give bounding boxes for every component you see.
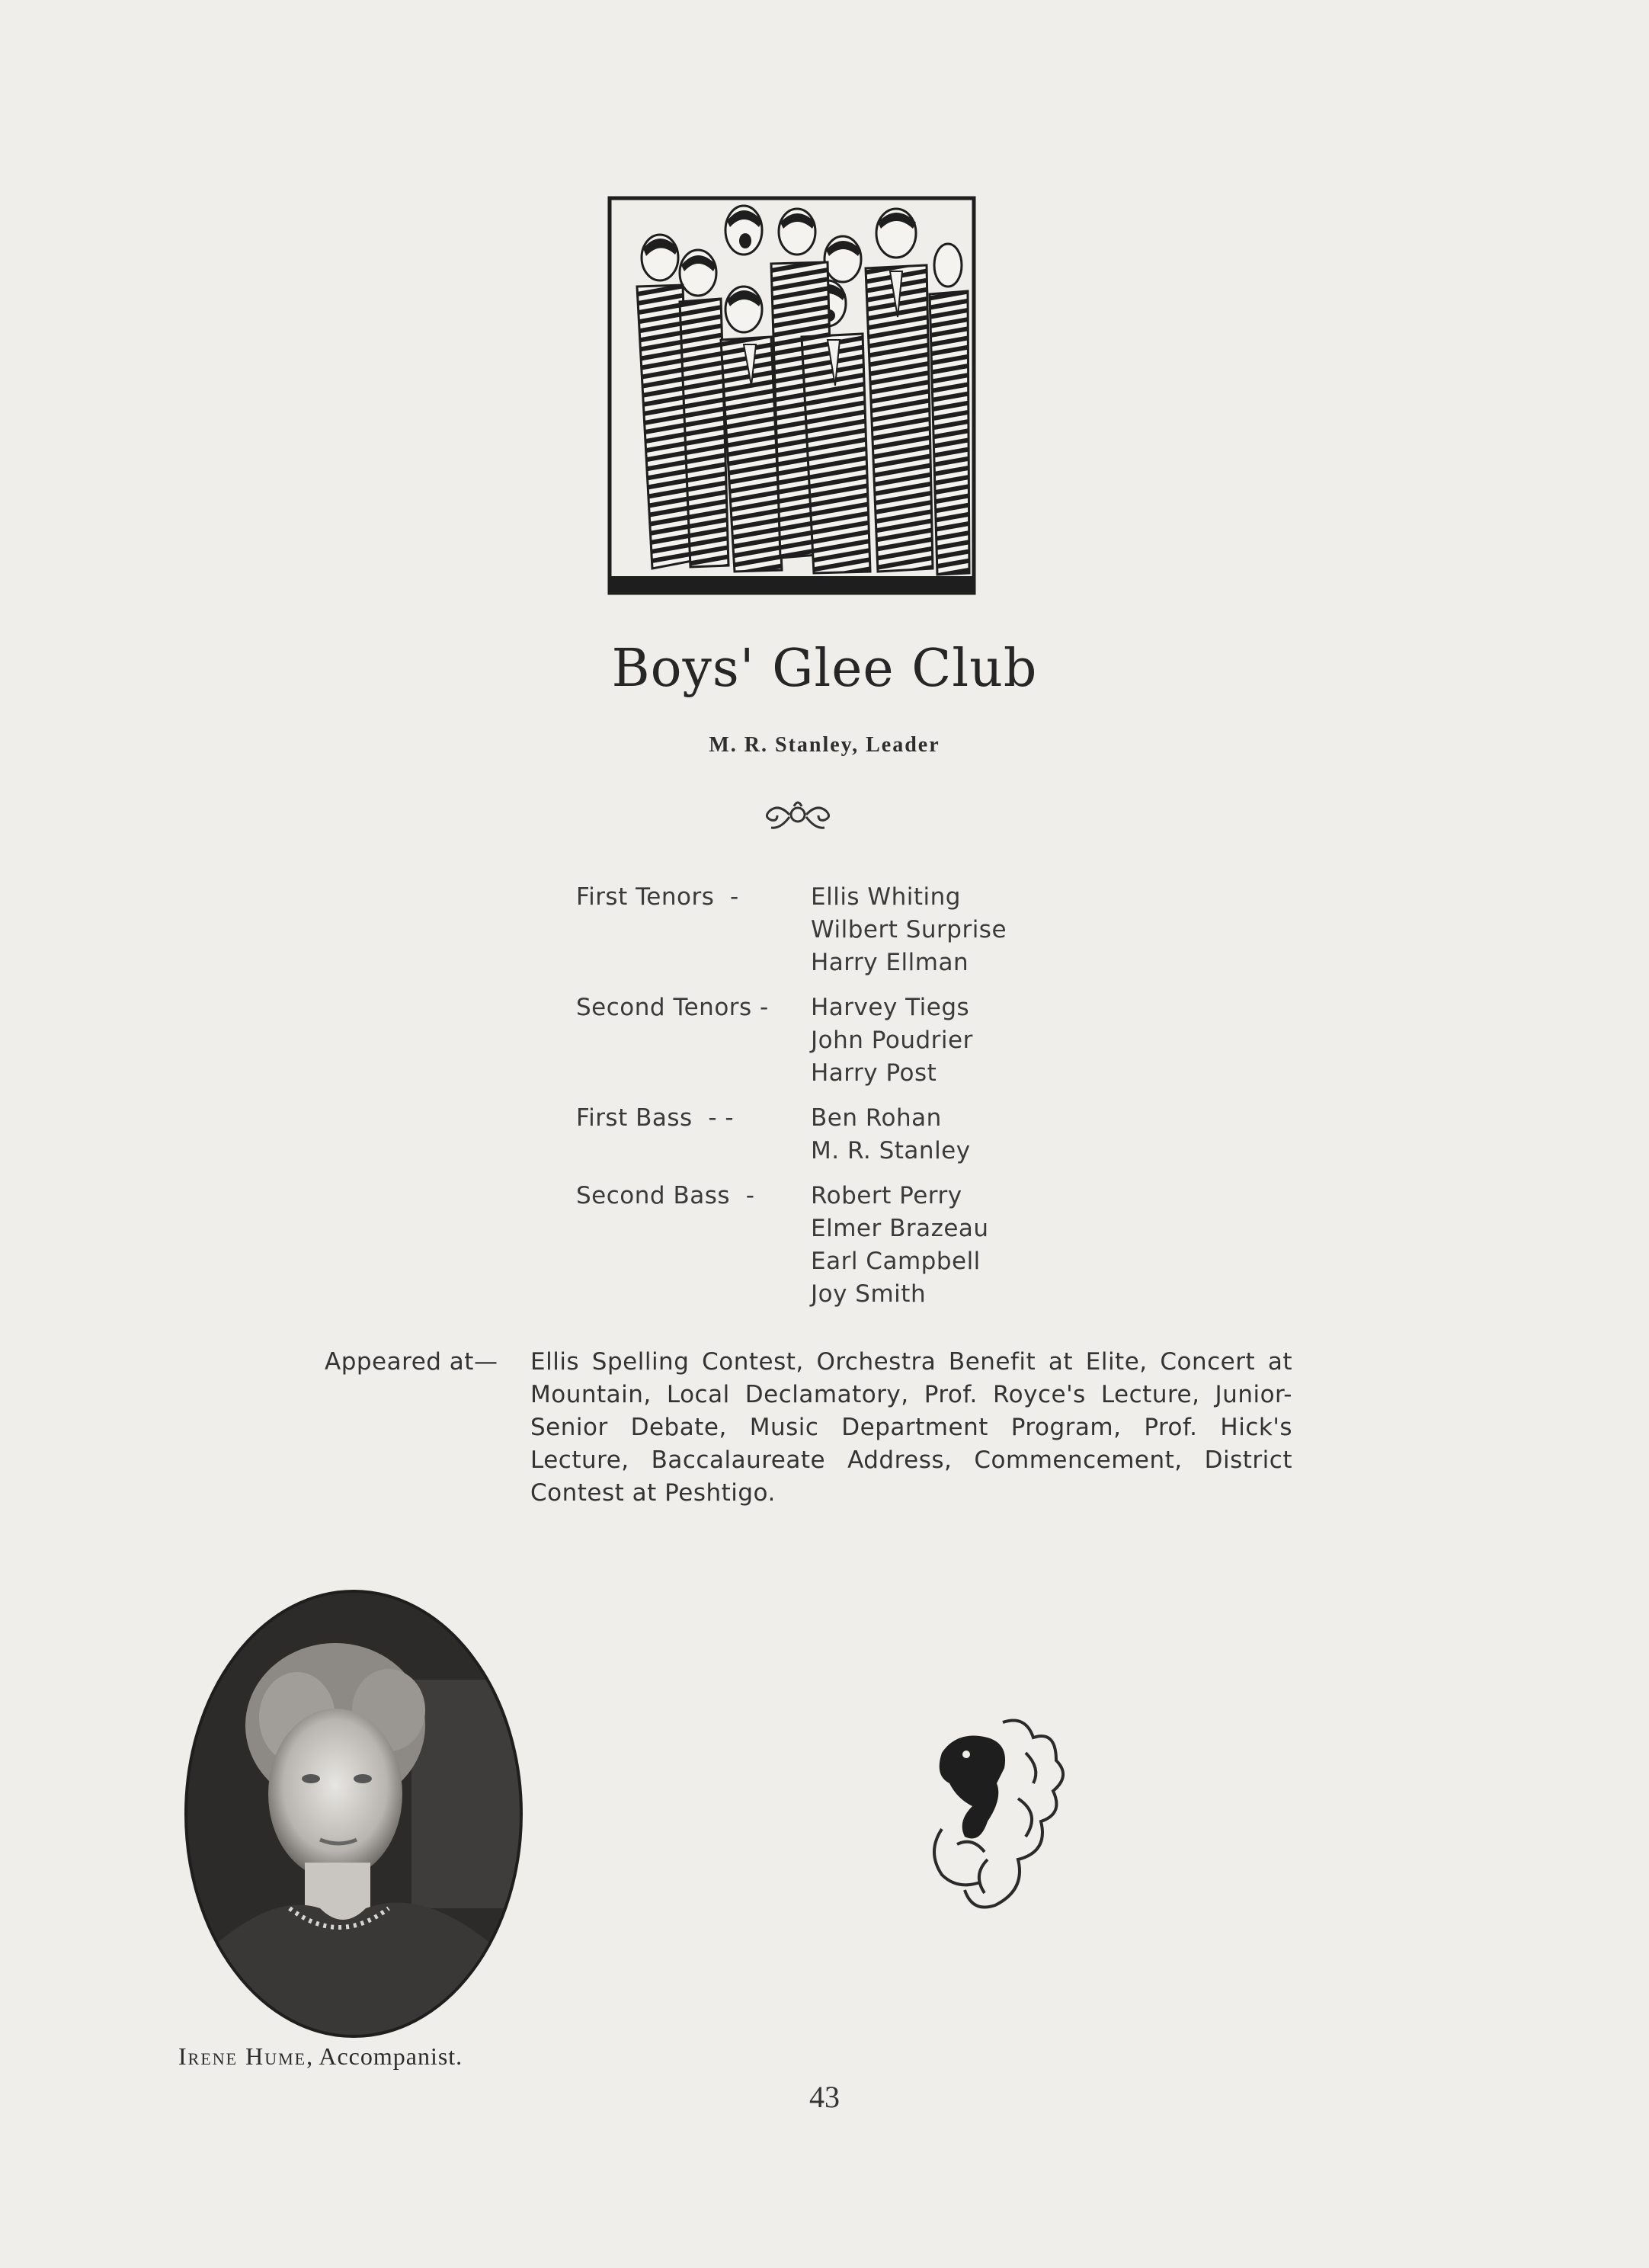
- member-name: Ellis Whiting: [811, 883, 961, 911]
- voice-label: First Bass - -: [576, 1104, 735, 1132]
- portrait-photo: [183, 1588, 524, 2039]
- voice-label: Second Bass -: [576, 1182, 755, 1209]
- member-name: Robert Perry: [811, 1182, 962, 1209]
- voice-label: First Tenors -: [576, 883, 739, 911]
- roster-section: [576, 881, 1109, 979]
- member-list: [811, 1102, 1109, 1168]
- roster: [576, 881, 1109, 1323]
- caption-role: , Accompanist.: [306, 2042, 463, 2070]
- ornament-icon: [756, 793, 840, 837]
- appearances-text: Ellis Spelling Contest, Orchestra Benefit at Elite, Concert at Mountain, Local Declamatory, Prof. Royce's Lecture, Junior-Senior Debate, Music Department Program, Prof. Hick's Lecture, Baccalaureate Address, Commencement, District Contest at Peshtigo.: [530, 1348, 1292, 1507]
- member-name: Elmer Brazeau: [811, 1215, 989, 1242]
- member-list: [811, 881, 1109, 979]
- member-name: Harry Post: [811, 1059, 937, 1087]
- appearances-label: Appeared at—: [325, 1348, 498, 1376]
- portrait-caption: [178, 2042, 463, 2071]
- member-name: Earl Campbell: [811, 1248, 981, 1275]
- member-name: John Poudrier: [811, 1027, 973, 1054]
- roster-section: [576, 1180, 1109, 1311]
- appearances-paragraph: [325, 1346, 1292, 1510]
- member-name: M. R. Stanley: [811, 1137, 971, 1164]
- page-number: 43: [809, 2080, 840, 2114]
- leader-line: M. R. Stanley, Leader: [709, 733, 940, 757]
- voice-label: Second Tenors -: [576, 994, 769, 1021]
- member-list: [811, 1180, 1109, 1311]
- roster-section: [576, 1102, 1109, 1168]
- member-list: [811, 991, 1109, 1090]
- member-name: Joy Smith: [811, 1280, 927, 1308]
- member-name: Ben Rohan: [811, 1104, 942, 1132]
- caption-name: Irene Hume: [178, 2042, 307, 2070]
- heraldic-crest-icon: [911, 1707, 1071, 1920]
- glee-club-illustration: [607, 195, 977, 596]
- member-name: Harry Ellman: [811, 949, 969, 976]
- page-title: Boys' Glee Club: [611, 639, 1038, 699]
- roster-section: [576, 991, 1109, 1090]
- member-name: Wilbert Surprise: [811, 916, 1007, 943]
- member-name: Harvey Tiegs: [811, 994, 970, 1021]
